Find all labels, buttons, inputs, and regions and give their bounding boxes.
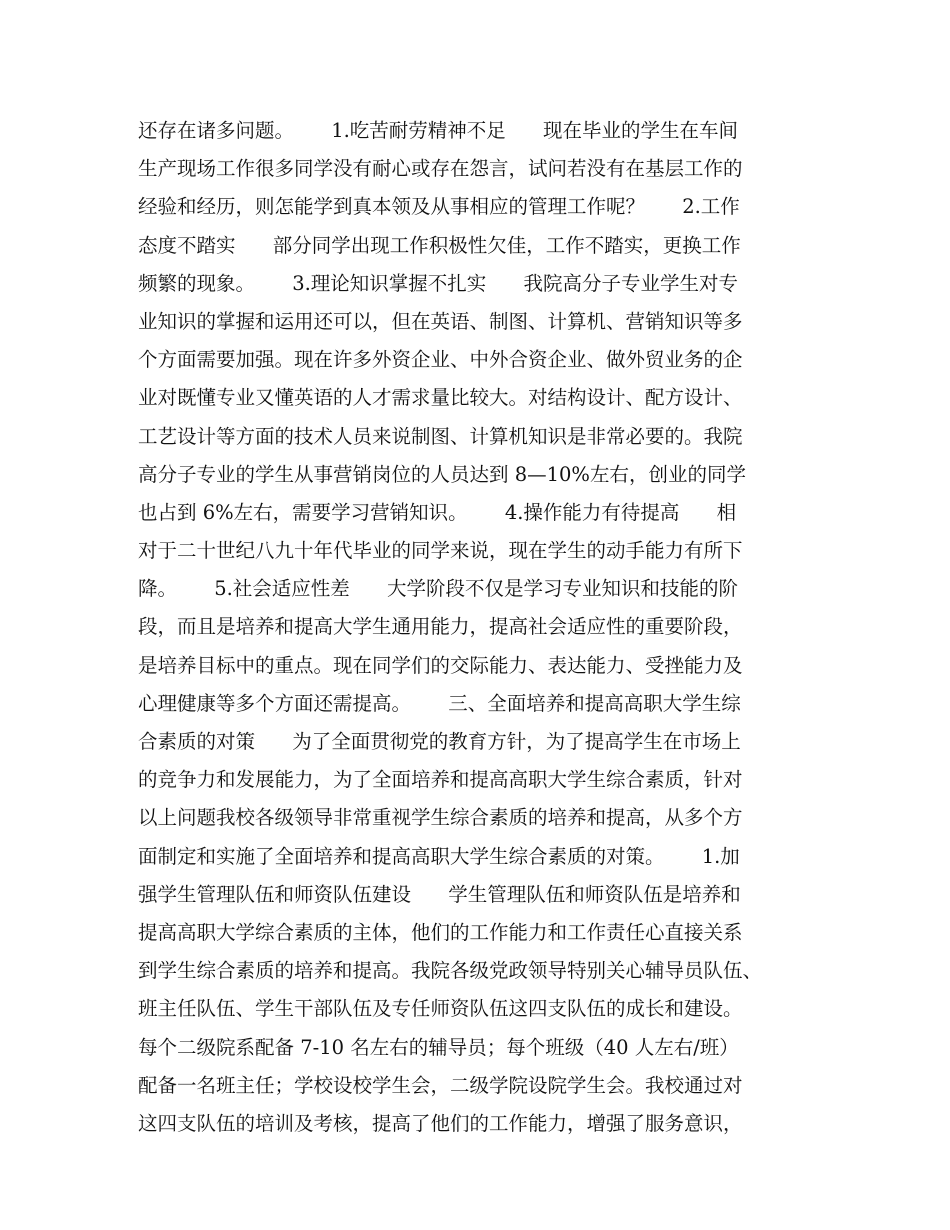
text-line: 强学生管理队伍和师资队伍建设 学生管理队伍和师资队伍是培养和	[138, 882, 741, 906]
text-line: 业知识的掌握和运用还可以，但在英语、制图、计算机、营销知识等多	[138, 309, 743, 333]
text-line: 提高高职大学综合素质的主体，他们的工作能力和工作责任心直接关系	[138, 920, 743, 944]
text-line: 态度不踏实 部分同学出现工作积极性欠佳，工作不踏实，更换工作	[138, 233, 741, 257]
text-line: 经验和经历，则怎能学到真本领及从事相应的管理工作呢？ 2.工作	[138, 195, 740, 219]
text-line: 配备一名班主任；学校设校学生会，二级学院设院学生会。我校通过对	[138, 1073, 743, 1097]
text-line: 还存在诸多问题。 1.吃苦耐劳精神不足 现在毕业的学生在车间	[138, 119, 738, 142]
text-line: 工艺设计等方面的技术人员来说制图、计算机知识是非常必要的。我院	[138, 424, 743, 448]
text-line: 的竞争力和发展能力，为了全面培养和提高高职大学生综合素质，针对	[138, 768, 743, 792]
text-line: 心理健康等多个方面还需提高。 三、全面培养和提高高职大学生综	[138, 691, 741, 715]
text-line: 是培养目标中的重点。现在同学们的交际能力、表达能力、受挫能力及	[138, 653, 743, 677]
text-line: 降。 5.社会适应性差 大学阶段不仅是学习专业知识和技能的阶	[138, 577, 738, 601]
text-line: 以上问题我校各级领导非常重视学生综合素质的培养和提高，从多个方	[138, 806, 743, 830]
text-line: 到学生综合素质的培养和提高。我院各级党政领导特别关心辅导员队伍、	[138, 959, 763, 983]
text-line: 这四支队伍的培训及考核，提高了他们的工作能力，增强了服务意识，	[138, 1111, 743, 1135]
text-line: 频繁的现象。 3.理论知识掌握不扎实 我院高分子专业学生对专	[138, 271, 738, 295]
body-text	[138, 112, 838, 1143]
text-line: 也占到 6%左右，需要学习营销知识。 4.操作能力有待提高 相	[138, 500, 737, 524]
text-line: 高分子专业的学生从事营销岗位的人员达到 8—10%左右，创业的同学	[138, 462, 746, 486]
text-line: 合素质的对策 为了全面贯彻党的教育方针，为了提高学生在市场上	[138, 730, 741, 753]
text-line: 业对既懂专业又懂英语的人才需求量比较大。对结构设计、配方设计、	[138, 386, 743, 410]
text-line: 班主任队伍、学生干部队伍及专任师资队伍这四支队伍的成长和建设。	[138, 997, 743, 1021]
text-line: 对于二十世纪八九十年代毕业的同学来说，现在学生的动手能力有所下	[138, 539, 743, 563]
text-line: 段，而且是培养和提高大学生通用能力，提高社会适应性的重要阶段，	[138, 615, 743, 639]
text-line: 每个二级院系配备 7-10 名左右的辅导员；每个班级（40 人左右/班）	[138, 1035, 739, 1059]
text-line: 生产现场工作很多同学没有耐心或存在怨言，试问若没有在基层工作的	[138, 157, 743, 181]
text-line: 个方面需要加强。现在许多外资企业、中外合资企业、做外贸业务的企	[138, 348, 743, 372]
text-line: 面制定和实施了全面培养和提高高职大学生综合素质的对策。 1.加	[138, 844, 740, 868]
